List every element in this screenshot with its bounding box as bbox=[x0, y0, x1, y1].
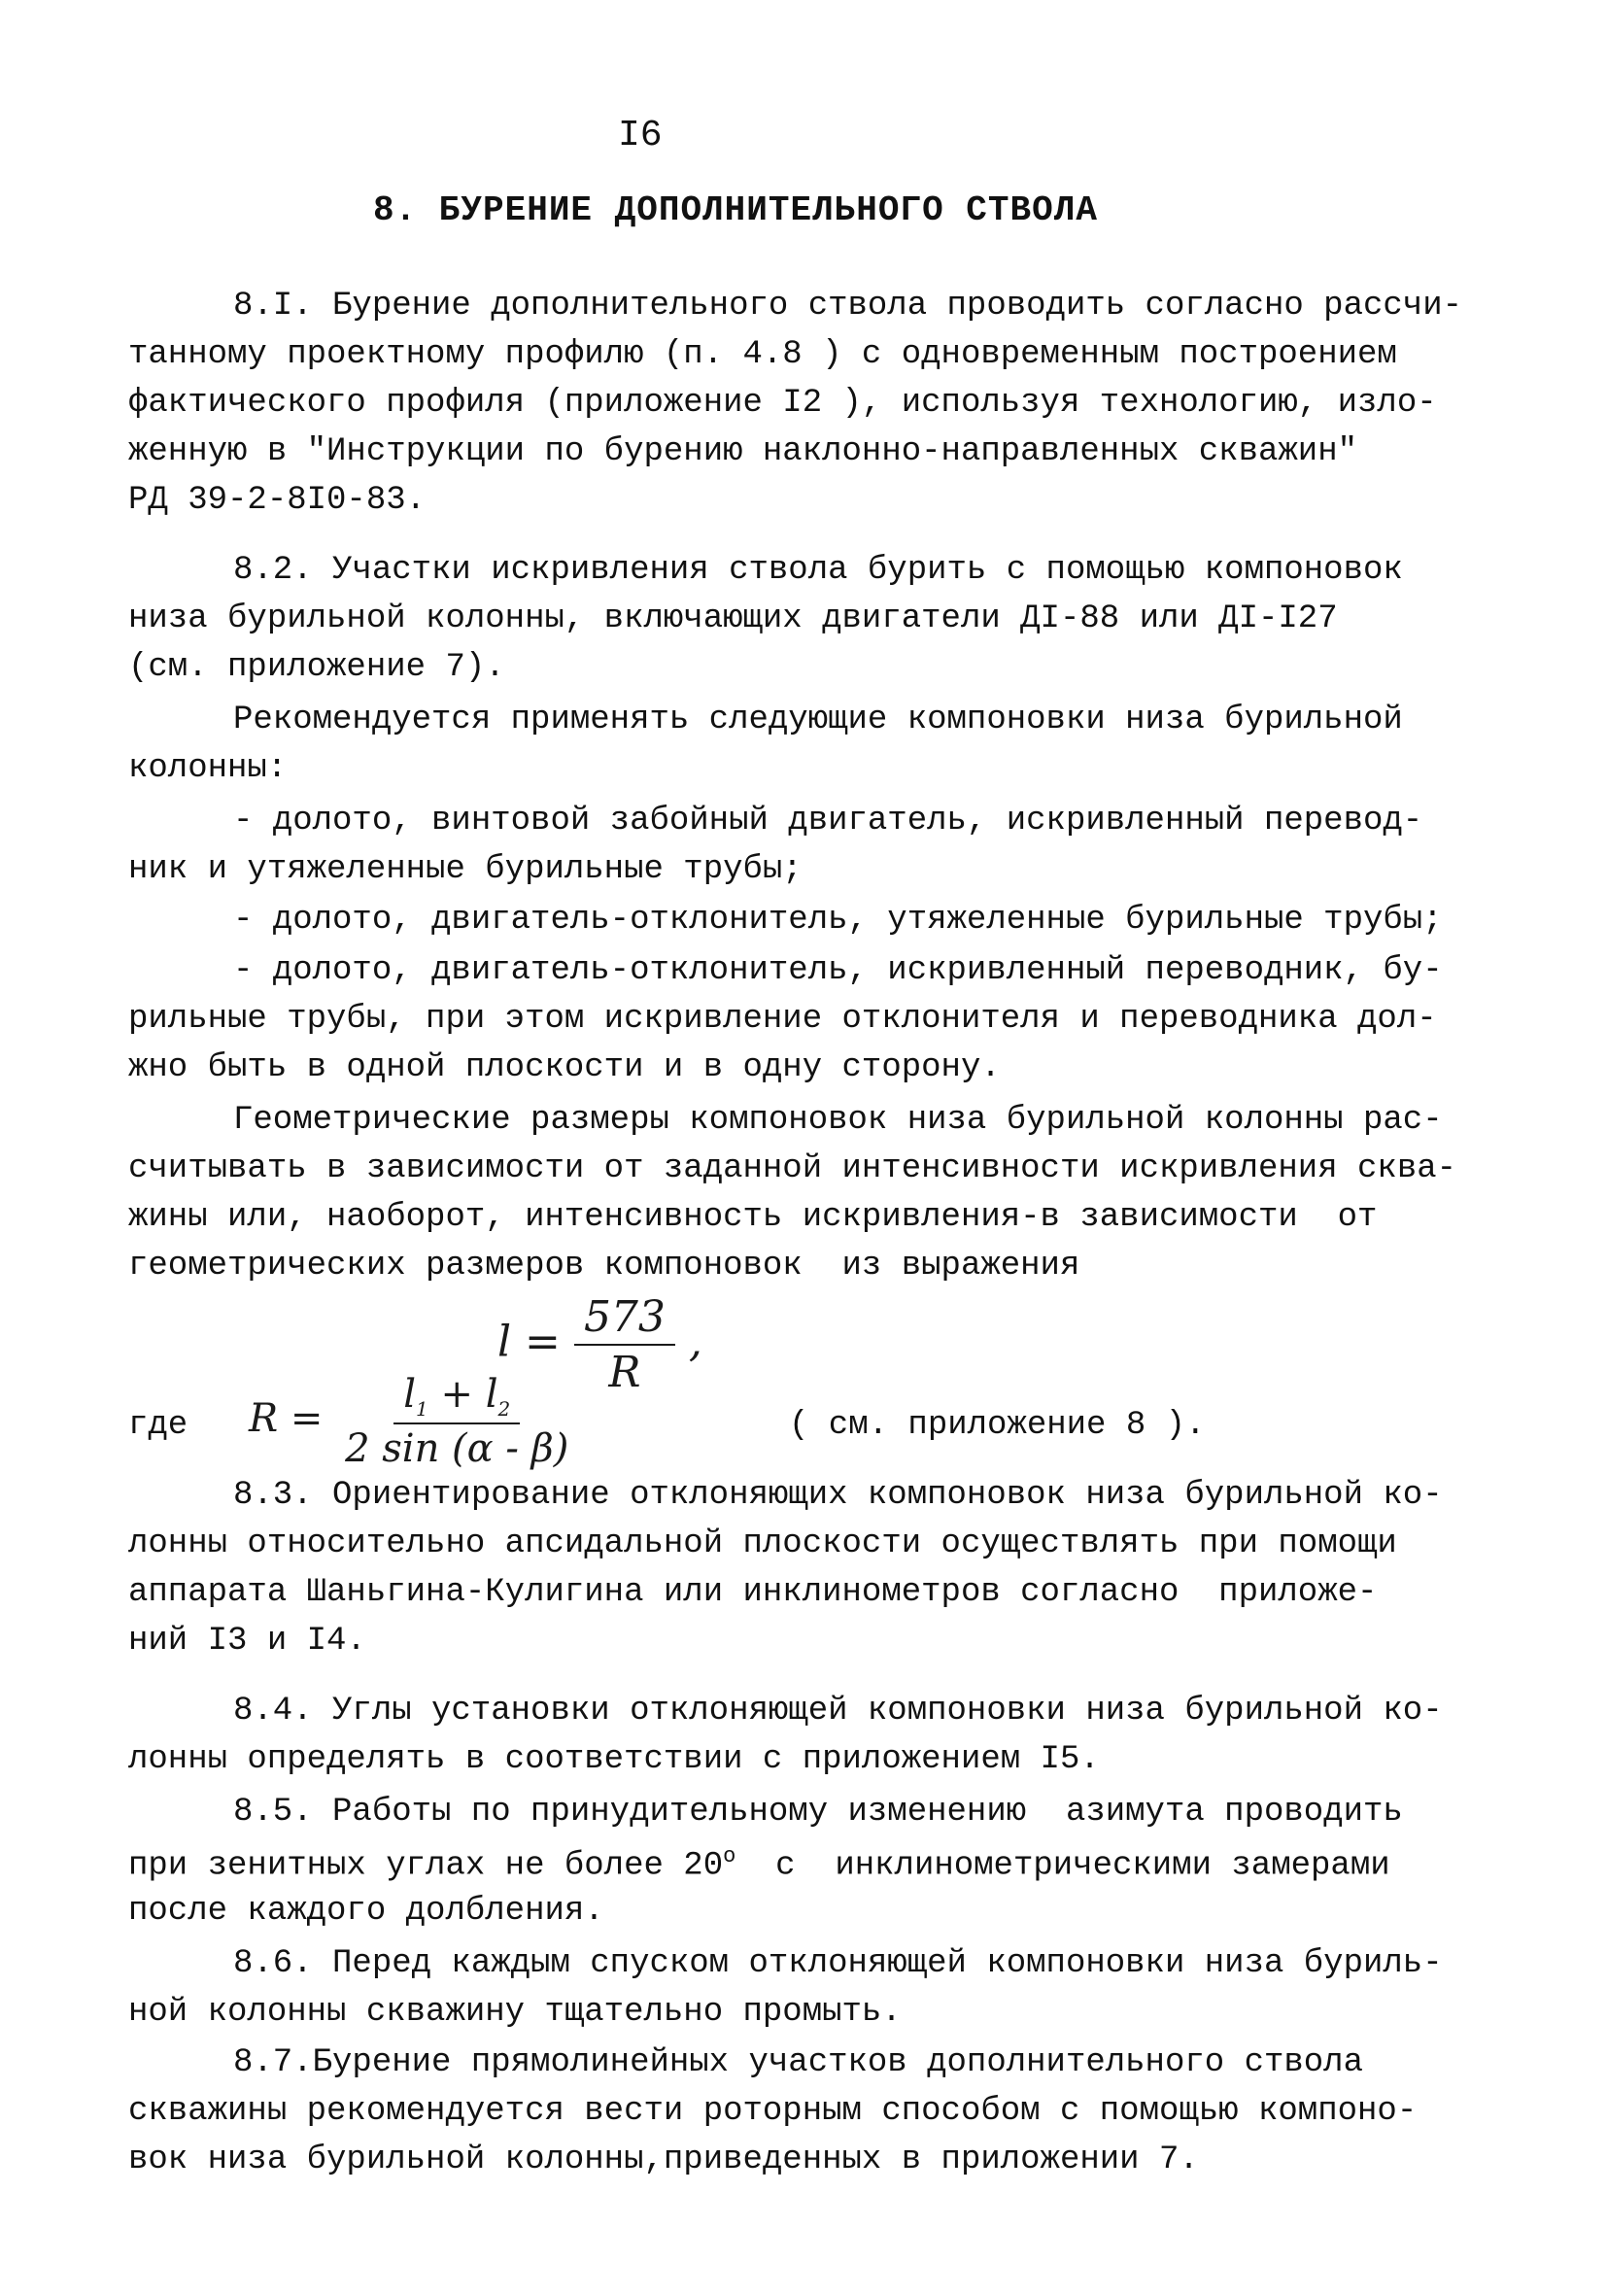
formula-lhs: R = bbox=[249, 1396, 324, 1441]
paragraph-8-3-line: ний I3 и I4. bbox=[128, 1623, 366, 1660]
list-item-line: - долото, винтовой забойный двигатель, искривленный перевод- bbox=[233, 803, 1423, 840]
paragraph-8-1-line: РД 39-2-8I0-83. bbox=[128, 482, 427, 519]
paragraph-8-4-line: лонны определять в соответствии с приложением I5. bbox=[128, 1741, 1100, 1778]
list-item-line: - долото, двигатель-отклонитель, утяжеленные бурильные трубы; bbox=[233, 902, 1443, 939]
paragraph-8-1-line: фактического профиля (приложение I2 ), используя технологию, изло- bbox=[128, 385, 1437, 422]
formula-where-label: где bbox=[128, 1407, 188, 1444]
page-number: I6 bbox=[618, 115, 663, 156]
paragraph-8-3-line: лонны относительно апсидальной плоскости осуществлять при помощи bbox=[128, 1525, 1397, 1562]
paragraph-8-1-line: танному проектному профилю (п. 4.8 ) с одновременным построением bbox=[128, 336, 1397, 373]
paragraph-8-1-line: 8.I. Бурение дополнительного ствола проводить согласно рассчи- bbox=[233, 288, 1463, 325]
paragraph-8-2-line: считывать в зависимости от заданной интенсивности искривления сква- bbox=[128, 1150, 1457, 1187]
formula-numerator: $l_1 + l_2$ bbox=[393, 1372, 520, 1424]
paragraph-8-2-line: жины или, наоборот, интенсивность искривления-в зависимости от bbox=[128, 1199, 1378, 1236]
paragraph-8-2-line: Рекомендуется применять следующие компоновки низа бурильной bbox=[233, 702, 1403, 738]
paragraph-8-7-line: вок низа бурильной колонны,приведенных в приложении 7. bbox=[128, 2142, 1199, 2178]
paragraph-8-5-line: при зенитных углах не более $20^о$ с инклинометрическими замерами bbox=[128, 1844, 1390, 1885]
paragraph-8-7-line: 8.7.Бурение прямолинейных участков дополнительного ствола bbox=[233, 2044, 1363, 2081]
paragraph-8-7-line: скважины рекомендуется вести роторным способом с помощью компоно- bbox=[128, 2093, 1418, 2130]
formula-denominator: R bbox=[608, 1348, 641, 1397]
paragraph-8-5-line: 8.5. Работы по принудительному изменению азимута проводить bbox=[233, 1794, 1403, 1831]
paragraph-8-2-line: (см. приложение 7). bbox=[128, 649, 505, 686]
paragraph-8-6-line: ной колонны скважину тщательно промыть. bbox=[128, 1994, 902, 2031]
formula-reference: ( см. приложение 8 ). bbox=[789, 1407, 1206, 1444]
formula-lhs: l = bbox=[497, 1317, 561, 1367]
formula-numerator: 573 bbox=[574, 1292, 675, 1346]
paragraph-8-6-line: 8.6. Перед каждым спуском отклоняющей компоновки низа буриль- bbox=[233, 1945, 1443, 1982]
section-title: 8. БУРЕНИЕ ДОПОЛНИТЕЛЬНОГО СТВОЛА bbox=[373, 190, 1098, 230]
formula-denominator: 2 sin (α - β) bbox=[345, 1426, 569, 1471]
list-item-line: ник и утяжеленные бурильные трубы; bbox=[128, 851, 803, 888]
paragraph-8-4-line: 8.4. Углы установки отклоняющей компоновки низа бурильной ко- bbox=[233, 1693, 1443, 1730]
paragraph-8-5-line: после каждого долбления. bbox=[128, 1893, 604, 1930]
formula-tail: , bbox=[688, 1317, 702, 1367]
list-item-line: жно быть в одной плоскости и в одну сторону. bbox=[128, 1049, 1001, 1086]
list-item-line: - долото, двигатель-отклонитель, искривленный переводник, бу- bbox=[233, 952, 1443, 989]
paragraph-8-3-line: 8.3. Ориентирование отклоняющих компоновок низа бурильной ко- bbox=[233, 1477, 1443, 1514]
paragraph-8-1-line: женную в "Инструкции по бурению наклонно-направленных скважин" bbox=[128, 433, 1358, 470]
formula-fraction bbox=[574, 1292, 675, 1397]
paragraph-8-2-line: Геометрические размеры компоновок низа бурильной колонны рас- bbox=[233, 1102, 1443, 1139]
formula-fraction bbox=[335, 1372, 578, 1471]
paragraph-8-2-line: колонны: bbox=[128, 750, 288, 787]
paragraph-8-2-line: 8.2. Участки искривления ствола бурить с помощью компоновок bbox=[233, 552, 1403, 589]
paragraph-8-2-line: геометрических размеров компоновок из выражения bbox=[128, 1248, 1080, 1285]
formula-radius bbox=[249, 1372, 578, 1471]
paragraph-8-2-line: низа бурильной колонны, включающих двигатели ДI-88 или ДI-I27 bbox=[128, 600, 1338, 637]
paragraph-8-3-line: аппарата Шаньгина-Кулигина или инклинометров согласно приложе- bbox=[128, 1574, 1378, 1611]
degree-superscript: о bbox=[723, 1844, 736, 1868]
list-item-line: рильные трубы, при этом искривление отклонителя и переводника дол- bbox=[128, 1001, 1437, 1038]
